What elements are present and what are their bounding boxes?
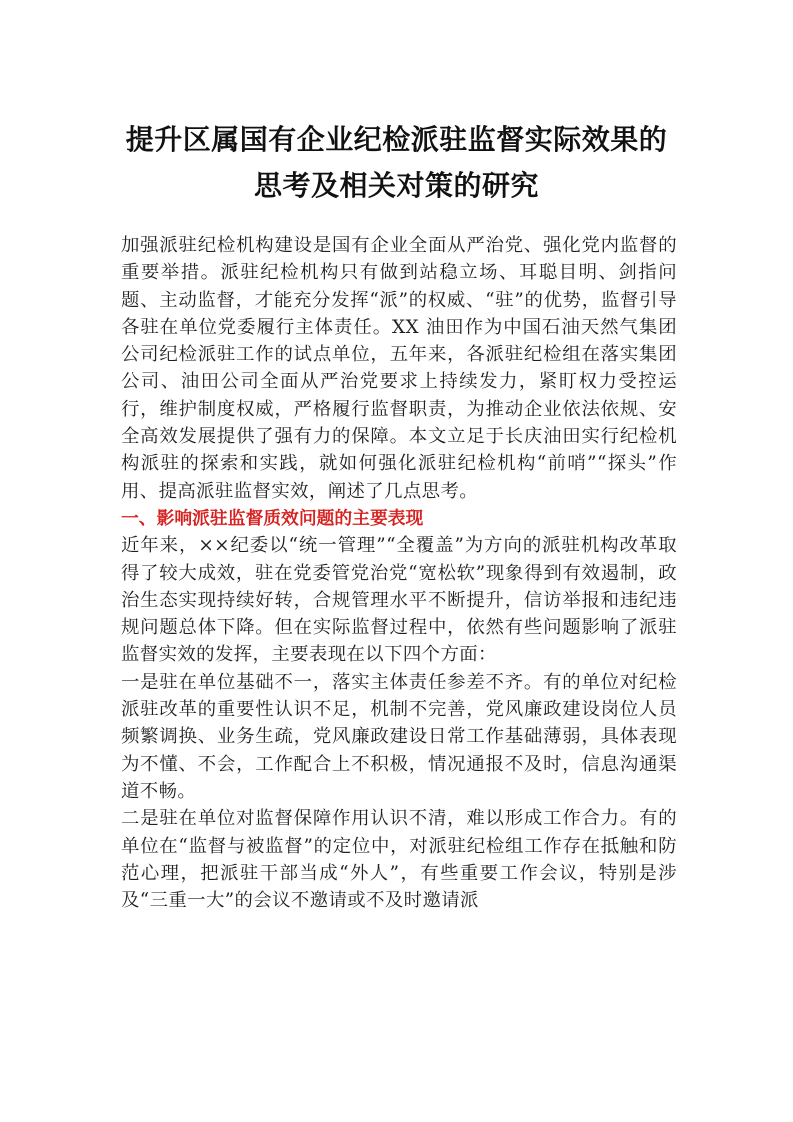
document-title — [60, 117, 733, 209]
title-line-2: 思考及相关对策的研究 — [253, 169, 539, 202]
title-line-1: 提升区属国有企业纪检派驻监督实际效果的 — [125, 123, 668, 156]
body-paragraph: 二是驻在单位对监督保障作用认识不清，难以形成工作合力。有的单位在“监督与被监督”的定位中，对派驻纪检组工作存在抵触和防范心理，把派驻干部当成“外人”，有些重要工作会议，特别是涉及“三重一大”的会议不邀请或不及时邀请派 — [121, 808, 677, 912]
body-paragraph: 近年来，××纪委以“统一管理”“全覆盖”为方向的派驻机构改革取得了较大成效，驻在党委管党治党“宽松软”现象得到有效遏制，政治生态实现持续好转，合规管理水平不断提升，信访举报和违纪违规问题总体下降。但在实际监督过程中，依然有些问题影响了派驻监督实效的发挥，主要表现在以下四个方面： — [121, 535, 677, 666]
body-paragraph: 一是驻在单位基础不一，落实主体责任参差不齐。有的单位对纪检派驻改革的重要性认识不足，机制不完善，党风廉政建设岗位人员频繁调换、业务生疏，党风廉政建设日常工作基础薄弱，具体表现为不懂、不会，工作配合上不积极，情况通报不及时，信息沟通渠道不畅。 — [121, 671, 677, 802]
intro-paragraph: 加强派驻纪检机构建设是国有企业全面从严治党、强化党内监督的重要举措。派驻纪检机构只有做到站稳立场、耳聪目明、剑指问题、主动监督，才能充分发挥“派”的权威、“驻”的优势，监督引导各驻在单位党委履行主体责任。XX 油田作为中国石油天然气集团公司纪检派驻工作的试点单位，五年来，各派驻纪检组在落实集团公司、油田公司全面从严治党要求上持续发力，紧盯权力受控运行，维护制度权威，严格履行监督职责，为推动企业依法依规、安全高效发展提供了强有力的保障。本文立足于长庆油田实行纪检机构派驻的探索和实践，就如何强化派驻纪检机构“前哨”“探头”作用、提高派驻监督实效，阐述了几点思考。 — [121, 235, 677, 502]
section-heading: 一、影响派驻监督质效问题的主要表现 — [121, 507, 424, 529]
document-body — [121, 232, 677, 914]
